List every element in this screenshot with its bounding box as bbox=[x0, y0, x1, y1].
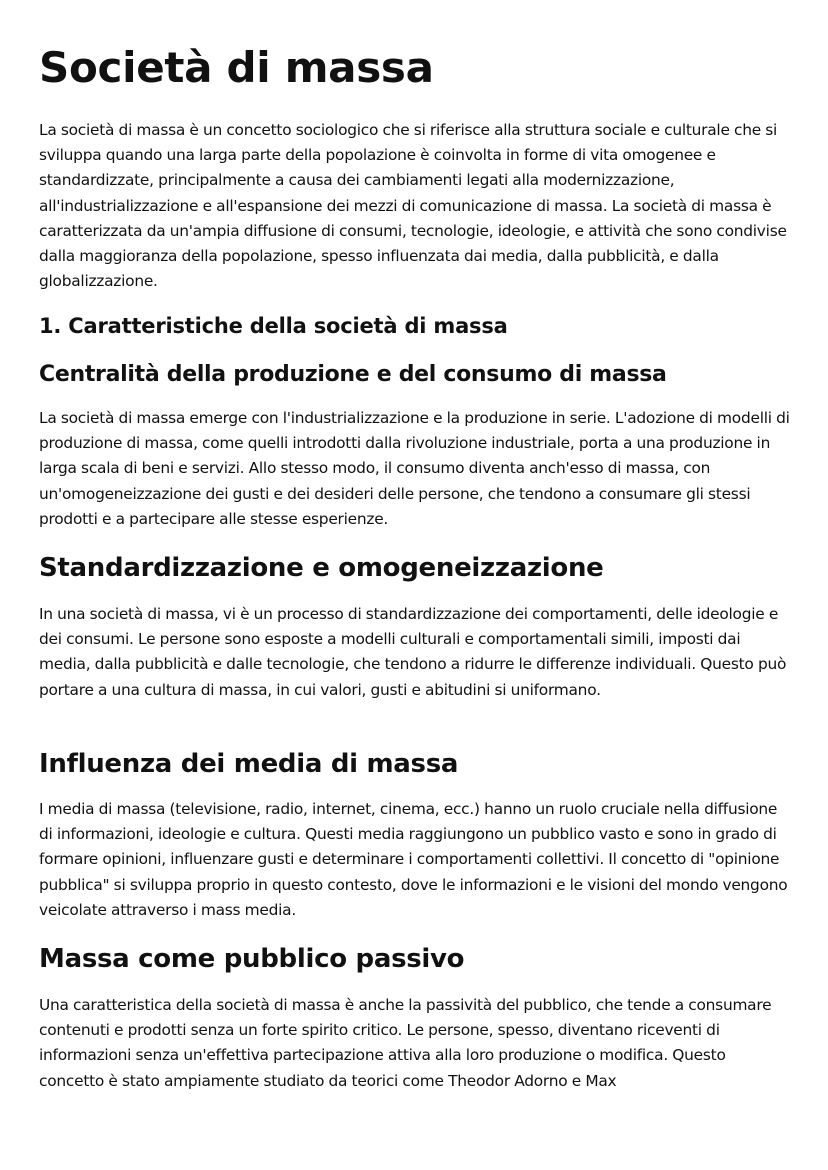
subsection-passive-body bbox=[39, 993, 791, 1094]
subsection-production bbox=[39, 359, 791, 391]
page-title: Società di massa bbox=[39, 43, 434, 92]
subsection-heading: Centralità della produzione e del consumo di massa bbox=[39, 362, 667, 387]
section-1 bbox=[39, 311, 791, 341]
subsection-standardization-body bbox=[39, 602, 791, 703]
subsection-heading: Massa come pubblico passivo bbox=[39, 944, 465, 974]
subsection-passive bbox=[39, 941, 791, 977]
subsection-media bbox=[39, 746, 791, 782]
subsection-heading: Influenza dei media di massa bbox=[39, 749, 459, 779]
intro-paragraph: La società di massa è un concetto sociologico che si riferisce alla struttura sociale e culturale che si sviluppa quando una larga parte della popolazione è coinvolta in forme di vita omogenee e standardizzate, principalmente a causa dei cambiamenti legati alla modernizzazione, all'industrializzazione e all'espansione dei mezzi di comunicazione di massa. La società di massa è caratterizzata da un'ampia diffusione di consumi, tecnologie, ideologie, e attività che sono condivise dalla maggioranza della popolazione, spesso influenzata dai media, dalla pubblicità, e dalla globalizzazione. bbox=[39, 121, 787, 291]
subsection-production-body bbox=[39, 406, 791, 532]
subsection-heading: Standardizzazione e omogeneizzazione bbox=[39, 553, 604, 583]
section-heading: 1. Caratteristiche della società di massa bbox=[39, 314, 508, 338]
subsection-paragraph: Una caratteristica della società di massa è anche la passività del pubblico, che tende a consumare contenuti e prodotti senza un forte spirito critico. Le persone, spesso, diventano riceventi di informazioni senza un'effettiva partecipazione attiva alla loro produzione o modifica. Questo concetto è stato ampiamente studiato da teorici come Theodor Adorno e Max bbox=[39, 996, 772, 1090]
subsection-media-body bbox=[39, 797, 791, 923]
subsection-paragraph: In una società di massa, vi è un processo di standardizzazione dei comportamenti, delle ideologie e dei consumi. Le persone sono esposte a modelli culturali e comportamentali simili, imposti dai media, dalla pubblicità e dalle tecnologie, che tendono a ridurre le differenze individuali. Questo può portare a una cultura di massa, in cui valori, gusti e abitudini si uniformano. bbox=[39, 605, 787, 699]
subsection-standardization bbox=[39, 550, 791, 586]
intro-block bbox=[39, 118, 791, 294]
subsection-paragraph: La società di massa emerge con l'industrializzazione e la produzione in serie. L'adozione di modelli di produzione di massa, come quelli introdotti dalla rivoluzione industriale, porta a una produzione in larga scala di beni e servizi. Allo stesso modo, il consumo diventa anch'esso di massa, con un'omogeneizzazione dei gusti e dei desideri delle persone, che tendono a consumare gli stessi prodotti e a partecipare alle stesse esperienze. bbox=[39, 409, 790, 528]
subsection-paragraph: I media di massa (televisione, radio, internet, cinema, ecc.) hanno un ruolo cruciale nella diffusione di informazioni, ideologie e cultura. Questi media raggiungono un pubblico vasto e sono in grado di formare opinioni, influenzare gusti e determinare i comportamenti collettivi. Il concetto di "opinione pubblica" si sviluppa proprio in questo contesto, dove le informazioni e le visioni del mondo vengono veicolate attraverso i mass media. bbox=[39, 800, 788, 919]
